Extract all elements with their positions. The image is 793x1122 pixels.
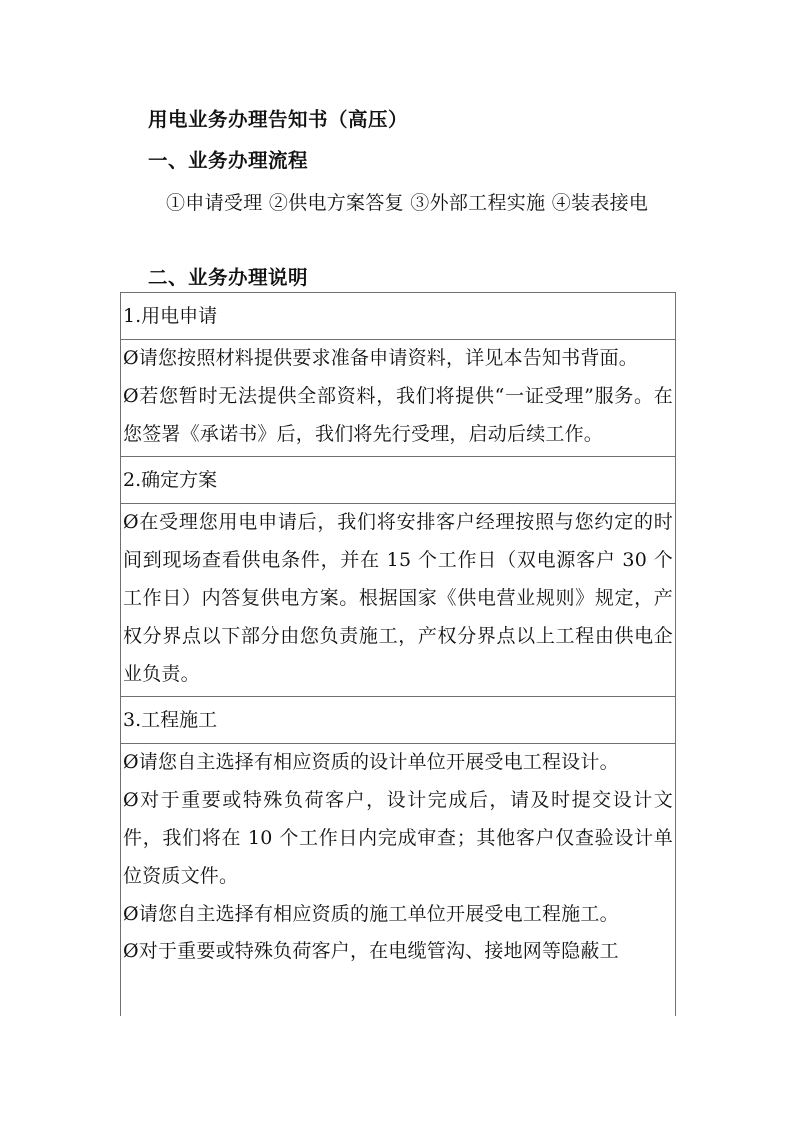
section-heading-explanation: 二、业务办理说明 [148, 266, 309, 289]
item-paragraph: Ø对于重要或特殊负荷客户，在电缆管沟、接地网等隐蔽工 [123, 940, 619, 963]
section-heading-process: 一、业务办理流程 [148, 149, 309, 172]
table-row-header-application [121, 293, 675, 340]
table-row-body-construction [121, 744, 675, 974]
item-paragraph: Ø请您按照材料提供要求准备申请资料，详见本告知书背面。 [123, 347, 638, 369]
explanation-table [120, 292, 676, 1016]
process-flow-text: ①申请受理 ②供电方案答复 ③外部工程实施 ④装表接电 [166, 192, 649, 214]
item-paragraph: Ø请您自主选择有相应资质的施工单位开展受电工程施工。 [123, 902, 619, 925]
table-row-body-application [121, 340, 675, 457]
item-paragraph: Ø对于重要或特殊负荷客户，设计完成后，请及时提交设计文件，我们将在 10 个工作日内完成审查；其他客户仅查验设计单位资质文件。 [123, 789, 673, 887]
item-header: 2.确定方案 [123, 469, 218, 492]
item-paragraph: Ø若您暂时无法提供全部资料，我们将提供“一证受理”服务。在您签署《承诺书》后，我们将先行受理，启动后续工作。 [123, 384, 673, 445]
item-paragraph: Ø请您自主选择有相应资质的设计单位开展受电工程设计。 [123, 751, 619, 774]
table-row-body-scheme [121, 504, 675, 697]
table-row-header-construction [121, 697, 675, 744]
document-title: 用电业务办理告知书（高压） [148, 108, 409, 131]
item-header: 1.用电申请 [123, 305, 218, 327]
item-header: 3.工程施工 [123, 709, 218, 732]
item-paragraph: Ø在受理您用电申请后，我们将安排客户经理按照与您约定的时间到现场查看供电条件，并在 15 个工作日（双电源客户 30 个工作日）内答复供电方案。根据国家《供电营业规则》规定，产权分界点以下部分由您负责施工，产权分界点以上工程由供电企业负责。 [123, 511, 673, 685]
table-row-header-scheme [121, 457, 675, 504]
